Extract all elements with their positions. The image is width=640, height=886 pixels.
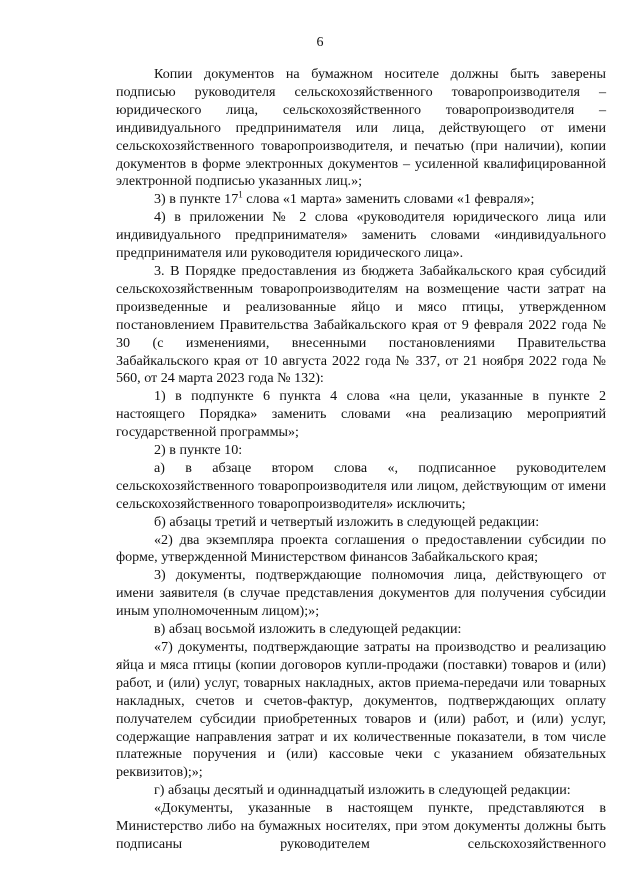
paragraph-subitem-a: а) в абзаце втором слова «, подписанное руководителем сельскохозяйственного товаропроизводителя или лицом, действующим от имени сельскохозяйственного товаропроизводителя» исключить; <box>116 459 606 512</box>
paragraph-subitem-v: в) абзац восьмой изложить в следующей редакции: <box>154 621 462 638</box>
paragraph-item-3-rest: слова «1 марта» заменить словами «1 февраля»; <box>242 191 535 208</box>
paragraph-subitem-b: б) абзацы третий и четвертый изложить в следующей редакции: <box>154 513 540 530</box>
paragraph-quote-2: «2) два экземпляра проекта соглашения о предоставлении субсидии по форме, утвержденной Министерством финансов Забайкальского края; <box>116 531 606 566</box>
paragraph-item-3-text: 3) в пункте 17 <box>154 191 239 208</box>
paragraph-subitem-1: 1) в подпункте 6 пункта 4 слова «на цели, указанные в пункте 2 настоящего Порядка» заменить словами «на реализацию мероприятий государственной программы»; <box>116 388 606 441</box>
paragraph-quote-3: 3) документы, подтверждающие полномочия лица, действующего от имени заявителя (в случае представления документов для получения субсидии иным уполномоченным лицом);»; <box>116 567 606 620</box>
superscript-one: 1 <box>238 189 243 200</box>
document-body <box>116 66 606 854</box>
paragraph-section-3-procedure: 3. В Порядке предоставления из бюджета Забайкальского края субсидий сельскохозяйственным товаропроизводителям на возмещение части затрат на произведенные и реализованные яйцо и мясо птицы, утвержденном постановлением Правительства Забайкальского края от 9 февраля 2022 года № 30 (с изменениями, внесенными постановлениями Правительства Забайкальского края от 10 августа 2022 года № 337, от 21 ноября 2022 года № 560, от 24 марта 2023 года № 132): <box>116 262 606 387</box>
paragraph-subitem-g: г) абзацы десятый и одиннадцатый изложить в следующей редакции: <box>154 782 571 799</box>
paragraph-quote-7: «7) документы, подтверждающие затраты на производство и реализацию яйца и мяса птицы (копии договоров купли-продажи (поставки) товаров и (или) работ, и (или) услуг, товарных накладных, актов приема-передачи или товарных накладных, счетов и счетов-фактур, документов, подтверждающих оплату получателем субсидии приобретенных товаров и (или) работ, и (или) услуг, содержащие направления затрат и их количественные показатели, в том числе платежные поручения и (или) кассовые чеки с указанием обязательных реквизитов);»; <box>116 639 606 781</box>
paragraph-subitem-2: 2) в пункте 10: <box>154 442 243 459</box>
page-number: 6 <box>316 35 324 50</box>
paragraph-item-3-point-17 <box>116 191 606 209</box>
paragraph-item-4-appendix: 4) в приложении № 2 слова «руководителя юридического лица или индивидуального предпринимателя» заменить словами «индивидуального предпринимателя или руководителя юридического лица». <box>116 209 606 262</box>
paragraph-documents-submission: «Документы, указанные в настоящем пункте, представляются в Министерство либо на бумажных носителях, при этом документы должны быть подписаны руководителем сельскохозяйственного <box>116 800 606 852</box>
paragraph-copies-certification: Копии документов на бумажном носителе должны быть заверены подписью руководителя сельскохозяйственного товаропроизводителя – юридического лица, сельскохозяйственного товаропроизводителя – индивидуального предпринимателя или лица, действующего от имени сельскохозяйственного товаропроизводителя, и печатью (при наличии), копии документов в форме электронных документов – усиленной квалифицированной электронной подписью указанных лиц.»; <box>116 66 606 190</box>
